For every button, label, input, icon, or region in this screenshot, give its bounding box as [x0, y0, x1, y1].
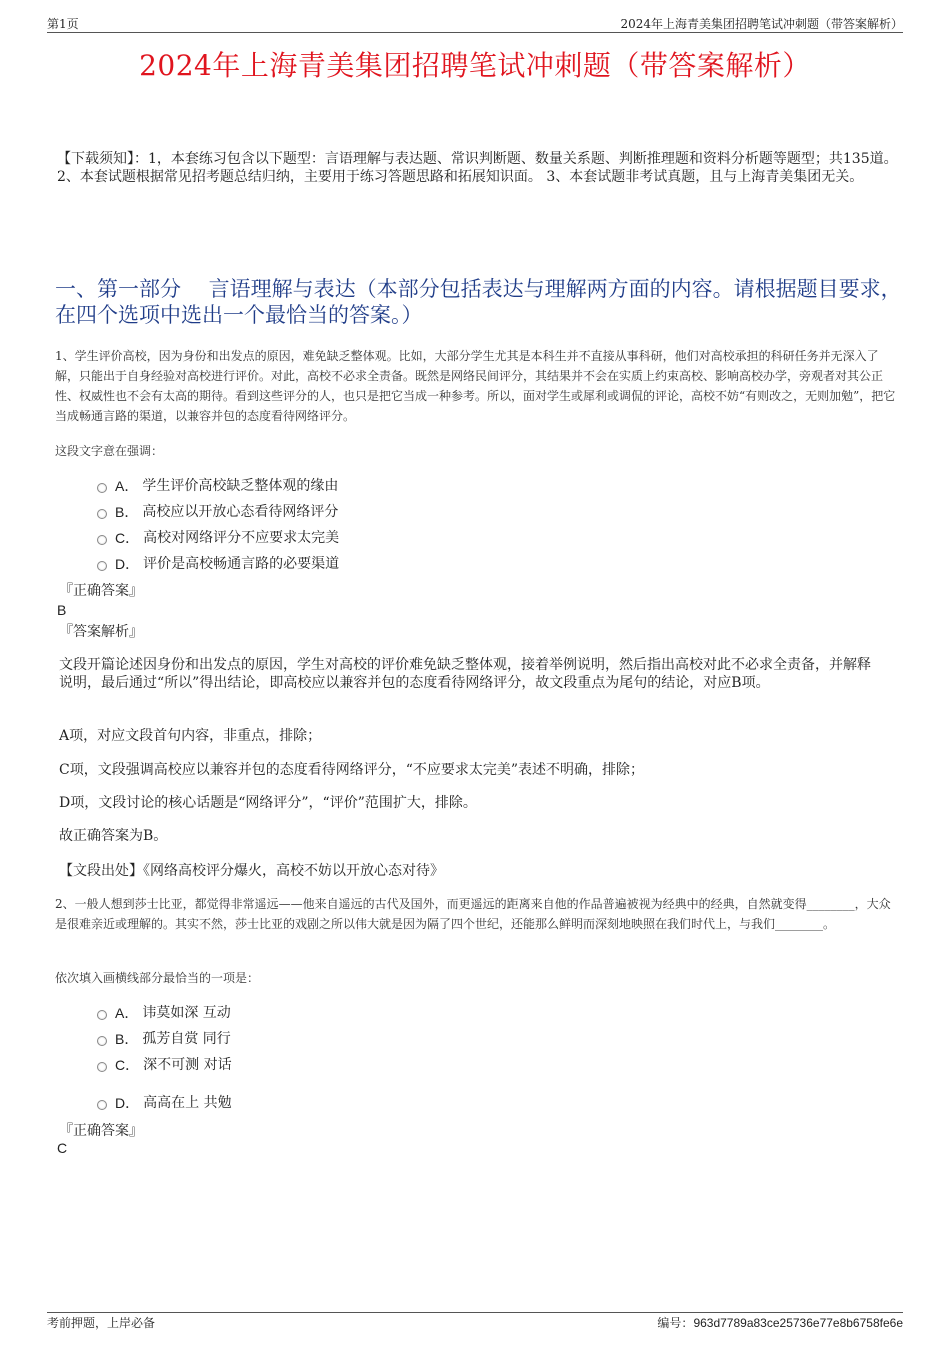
option-text: 深不可测 对话: [143, 1057, 232, 1073]
footer-code: [657, 1314, 903, 1331]
option-text: 学生评价高校缺乏整体观的缘由: [142, 478, 339, 494]
radio-icon[interactable]: [97, 1062, 107, 1072]
option-letter: D．: [115, 556, 140, 572]
page-number: 第1页: [47, 17, 79, 31]
question-2-text: 2、一般人想到莎士比亚，都觉得非常遥远——他来自遥远的古代及国外，而更遥远的距离来自他的作品普遍被视为经典中的经典，自然就变得________，大众是很难亲近或理解的。其实不然，莎士比亚的戏剧之所以伟大就是因为隔了四个世纪，还能那么鲜明而深刻地映照在我们时代上，与我们________。: [55, 897, 891, 931]
option-letter: B．: [115, 504, 139, 520]
q2-option-a[interactable]: [97, 1004, 231, 1022]
section-heading: 一、第一部分 言语理解与表达（本部分包括表达与理解两方面的内容。请根据题目要求，在四个选项中选出一个最恰当的答案。）: [55, 277, 902, 327]
option-text: 高校对网络评分不应要求太完美: [143, 530, 340, 546]
option-text: 高校应以开放心态看待网络评分: [142, 504, 339, 520]
option-text: 高高在上 共勉: [143, 1095, 232, 1111]
q1-analysis-paragraph: C项，文段强调高校应以兼容并包的态度看待网络评分，“不应要求太完美”表述不明确，排除；: [59, 762, 645, 778]
q2-answer: C: [57, 1140, 68, 1156]
radio-icon[interactable]: [97, 483, 107, 493]
option-text: 评价是高校畅通言路的必要渠道: [143, 556, 340, 572]
radio-icon[interactable]: [97, 561, 107, 571]
page-title: 2024年上海青美集团招聘笔试冲刺题（带答案解析）: [139, 49, 811, 82]
q1-source: 【文段出处】《网络高校评分爆火，高校不妨以开放心态对待》: [59, 863, 444, 879]
q1-analysis-label: 『答案解析』: [59, 624, 143, 640]
header-divider: [47, 32, 903, 33]
q2-answer-label: 『正确答案』: [59, 1123, 143, 1139]
option-letter: C．: [115, 1057, 140, 1073]
footer-code-label: 编号：: [657, 1316, 694, 1330]
question-1-stem: 这段文字意在强调：: [55, 444, 164, 458]
q1-option-a[interactable]: [97, 477, 338, 495]
q1-analysis-paragraph: D项，文段讨论的核心话题是“网络评分”，“评价”范围扩大，排除。: [59, 795, 477, 811]
option-letter: A．: [115, 1005, 139, 1021]
footer-slogan: 考前押题，上岸必备: [47, 1316, 156, 1330]
option-text: 孤芳自赏 同行: [142, 1031, 231, 1047]
q1-analysis-paragraph: A项，对应文段首句内容，非重点，排除；: [59, 728, 322, 744]
q2-option-c[interactable]: [97, 1056, 232, 1074]
header-doc-title: 2024年上海青美集团招聘笔试冲刺题（带答案解析）: [620, 17, 903, 31]
q1-answer: B: [57, 602, 67, 618]
radio-icon[interactable]: [97, 535, 107, 545]
q1-analysis-paragraph: 文段开篇论述因身份和出发点的原因，学生对高校的评价难免缺乏整体观，接着举例说明，然后指出高校对此不必求全责备，并解释说明，最后通过“所以”得出结论，即高校应以兼容并包的态度看待网络评分，故文段重点为尾句的结论，对应B项。: [59, 657, 871, 691]
q2-option-b[interactable]: [97, 1030, 231, 1048]
option-text: 讳莫如深 互动: [142, 1005, 231, 1021]
option-letter: C．: [115, 530, 140, 546]
q1-option-b[interactable]: [97, 503, 338, 521]
q2-option-d[interactable]: [97, 1094, 232, 1112]
option-letter: A．: [115, 478, 139, 494]
radio-icon[interactable]: [97, 1010, 107, 1020]
q1-analysis-paragraph: 故正确答案为B。: [59, 828, 168, 844]
q1-option-c[interactable]: [97, 529, 339, 547]
download-notice: 【下载须知】：1，本套练习包含以下题型：言语理解与表达题、常识判断题、数量关系题、判断推理题和资料分析题等题型；共135道。 2、本套试题根据常见招考题总结归纳，主要用于练习答题思路和拓展知识面。 3、本套试题非考试真题，且与上海青美集团无关。: [57, 151, 898, 185]
radio-icon[interactable]: [97, 509, 107, 519]
footer-code-value: 963d7789a83ce25736e77e8b6758fe6e: [693, 1316, 903, 1330]
question-1-text: 1、学生评价高校，因为身份和出发点的原因，难免缺乏整体观。比如，大部分学生尤其是本科生并不直接从事科研，他们对高校承担的科研任务并无深入了解，只能出于自身经验对高校进行评价。对此，高校不必求全责备。既然是网络民间评分，其结果并不会在实质上约束高校、影响高校办学，旁观者对其公正性、权威性也不会有太高的期待。看到这些评分的人，也只是把它当成一种参考。所以，面对学生或犀利或调侃的评论，高校不妨“有则改之，无则加勉”，把它当成畅通言路的渠道，以兼容并包的态度看待网络评分。: [55, 349, 896, 423]
q1-option-d[interactable]: [97, 555, 339, 573]
q1-answer-label: 『正确答案』: [59, 583, 143, 599]
radio-icon[interactable]: [97, 1036, 107, 1046]
radio-icon[interactable]: [97, 1100, 107, 1110]
footer-divider: [47, 1312, 903, 1313]
option-letter: D．: [115, 1095, 140, 1111]
question-2-stem: 依次填入画横线部分最恰当的一项是：: [55, 971, 260, 985]
option-letter: B．: [115, 1031, 139, 1047]
